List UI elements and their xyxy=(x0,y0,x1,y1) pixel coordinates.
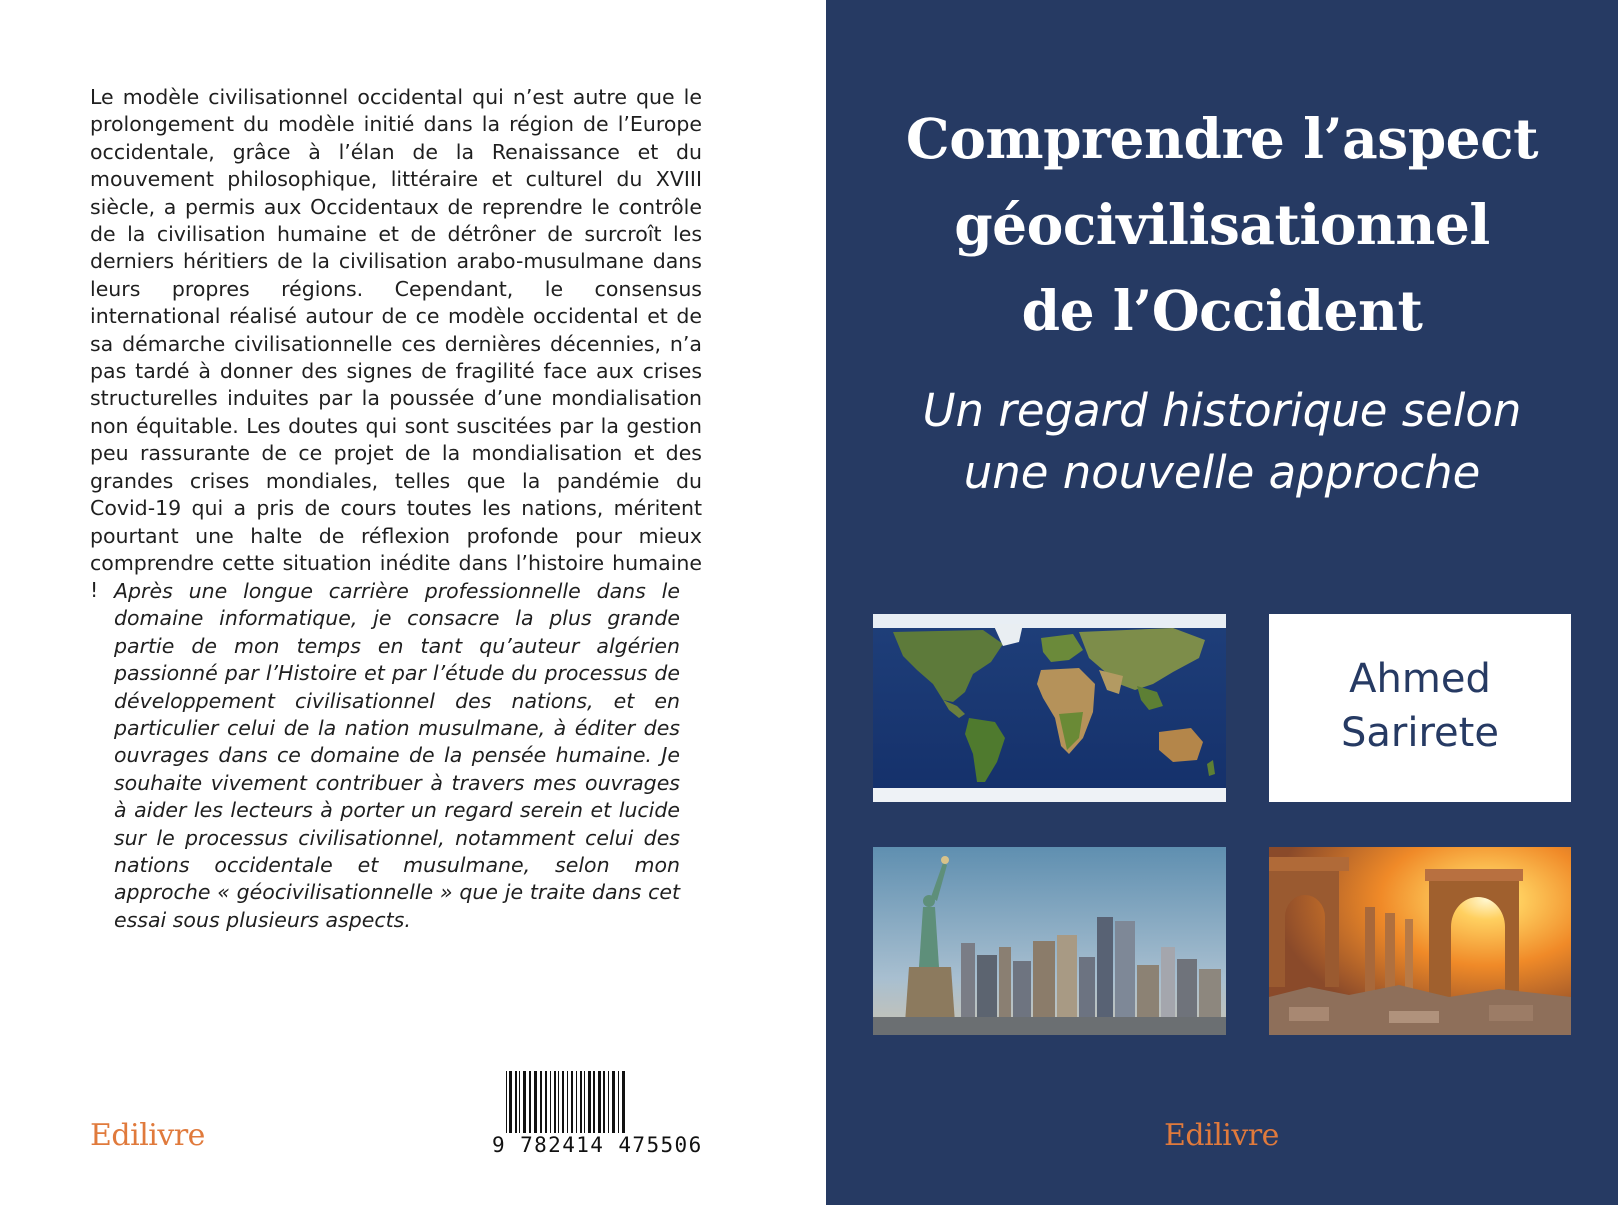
title-line-2: géocivilisationnel xyxy=(954,192,1490,257)
author-last-name: Sarirete xyxy=(1341,710,1499,756)
barcode-bar xyxy=(576,1071,577,1133)
barcode-bar xyxy=(571,1071,573,1133)
subtitle-line-1: Un regard historique selon xyxy=(922,384,1522,437)
title-line-1: Comprendre l’aspect xyxy=(905,106,1539,171)
barcode-bar xyxy=(567,1071,568,1133)
barcode-bar xyxy=(554,1071,556,1133)
barcode-bar xyxy=(593,1071,595,1133)
ancient-ruins-sunset-image xyxy=(1269,847,1571,1035)
barcode-bar xyxy=(588,1071,591,1133)
barcode-bar xyxy=(523,1071,526,1133)
back-cover-blurb: Le modèle civilisationnel occidental qui n’est autre que le prolongement du modèle initié dans la région de l’Europe occidentale, grâce à l’élan de la Renaissance et du mouvement philosophique, littéraire et culturel du XVIII siècle, a permis aux Occidentaux de reprendre le contrôle de la civilisation humaine et de détrôner de surcroît les derniers héritiers de la civilisation arabo-musulmane dans leurs propres régions. Cependant, le consensus international réalisé autour de ce modèle occidental et de sa démarche civilisationnelle ces dernières décennies, n’a pas tardé à donner des signes de fragilité face aux crises structurelles induites par la poussée d’une mondialisation non équitable. Les doutes qui sont suscitées par la gestion peu rassurante de ce projet de la mondialisation et des grandes crises mondiales, telles que la pandémie du Covid-19 qui a pris de cours toutes les nations, méritent pourtant une halte de réflexion profonde pour mieux comprendre cette situation inédite dans l’histoire humaine ! xyxy=(90,85,702,603)
statue-of-liberty-skyline-image xyxy=(873,847,1226,1035)
publisher-logo-front: Edilivre xyxy=(1164,1118,1279,1153)
barcode-bar xyxy=(580,1071,582,1133)
barcode-bar xyxy=(603,1071,605,1133)
barcode-bar xyxy=(506,1071,507,1133)
barcode-bar xyxy=(598,1071,601,1133)
barcode-bar xyxy=(534,1071,537,1133)
barcode-bar xyxy=(558,1071,559,1133)
book-subtitle xyxy=(826,380,1618,504)
barcode-bar xyxy=(540,1071,542,1133)
barcode-bar xyxy=(509,1071,512,1133)
barcode-bar xyxy=(622,1071,625,1133)
barcode-bar xyxy=(562,1071,564,1133)
barcode-bar xyxy=(550,1071,551,1133)
world-map-image xyxy=(873,614,1226,802)
author-name xyxy=(1269,652,1571,760)
author-name-box xyxy=(1269,614,1571,802)
barcode-bar xyxy=(515,1071,517,1133)
author-first-name: Ahmed xyxy=(1349,656,1491,702)
barcode-digits: 9 782414 475506 xyxy=(492,1133,703,1157)
barcode-bar xyxy=(519,1071,520,1133)
publisher-logo-back: Edilivre xyxy=(90,1118,205,1153)
barcode-bar xyxy=(618,1071,619,1133)
author-biography: Après une longue carrière professionnelle dans le domaine informatique, je consacre la plus grande partie de mon temps en tant qu’auteur algérien passionné par l’Histoire et par l’étude du processus de développement civilisationnel des nations, et en particulier celui de la nation musulmane, à éditer des ouvrages dans ce domaine de la pensée humaine. Je souhaite vivement contribuer à travers mes ouvrages à aider les lecteurs à porter un regard serein et lucide sur le processus civilisationnel, notamment celui des nations occidentale et musulmane, selon mon approche « géocivilisationnelle » que je traite dans cet essai sous plusieurs aspects. xyxy=(114,579,680,932)
barcode-bar xyxy=(608,1071,609,1133)
title-line-3: de l’Occident xyxy=(1021,278,1423,343)
subtitle-line-2: une nouvelle approche xyxy=(963,446,1481,499)
book-title xyxy=(826,96,1618,354)
barcode-bar xyxy=(529,1071,531,1133)
barcode-bar xyxy=(612,1071,615,1133)
barcode-bar xyxy=(545,1071,547,1133)
barcode-bar xyxy=(584,1071,585,1133)
